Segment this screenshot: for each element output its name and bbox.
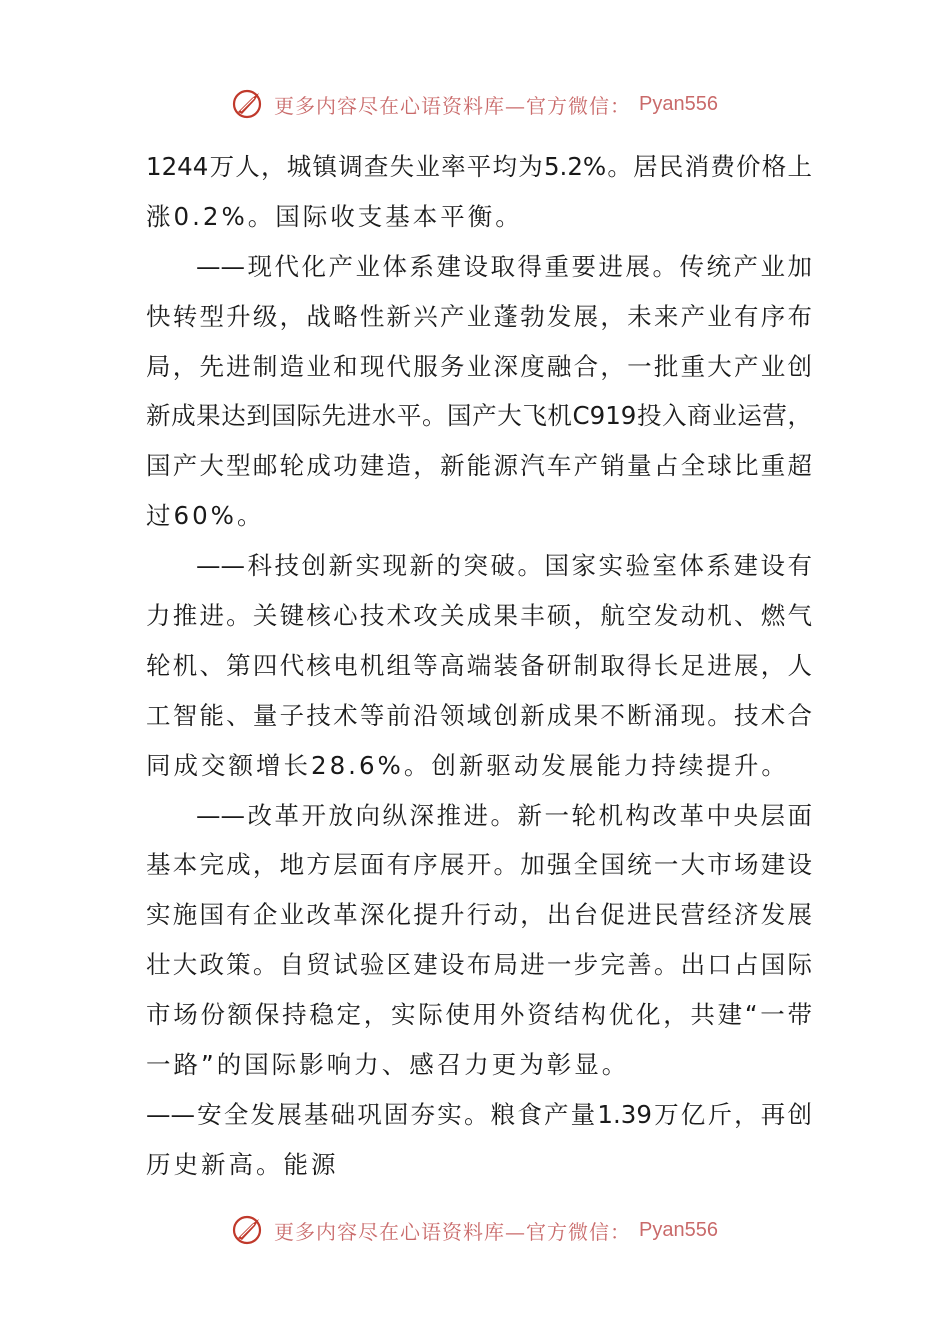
body-line: 基本完成，地方层面有序展开。加强全国统一大市场建设 [146,850,812,880]
body-line: 壮大政策。自贸试验区建设布局进一步完善。出口占国际 [146,950,812,980]
body-line: 国产大型邮轮成功建造，新能源汽车产销量占全球比重超 [146,451,812,481]
footer-banner-text: 更多内容尽在心语资料库—官方微信： [274,1219,632,1244]
body-line: 一路”的国际影响力、感召力更为彰显。 [146,1050,630,1080]
body-line: 工智能、量子技术等前沿领域创新成果不断涌现。技术合 [146,700,812,730]
body-line: 实施国有企业改革深化提升行动，出台促进民营经济发展 [146,900,812,930]
footer-wechat-id: Pyan556 [639,1218,718,1241]
body-line: 市场份额保持稳定，实际使用外资结构优化，共建“一带 [146,1000,812,1030]
header-wechat-id: Pyan556 [639,92,718,115]
footer-banner [0,1208,950,1252]
paragraph-heading-security: ——安全发展基础巩固夯实。粮食产量1.39万亿斤，再创 [146,1099,812,1129]
paragraph-heading-technology: ——科技创新实现新的突破。国家实验室体系建设有 [196,551,812,581]
header-banner [0,82,950,126]
body-line: 快转型升级，战略性新兴产业蓬勃发展，未来产业有序布 [146,301,812,331]
paragraph-heading-industry: ——现代化产业体系建设取得重要进展。传统产业加 [196,251,812,281]
paragraph-heading-reform: ——改革开放向纵深推进。新一轮机构改革中央层面 [196,800,812,830]
body-line: 新成果达到国际先进水平。国产大飞机C919投入商业运营， [146,401,812,431]
body-line: 1244万人，城镇调查失业率平均为5.2%。居民消费价格上 [146,152,812,181]
body-line: 过60%。 [146,501,265,531]
body-line: 涨0.2%。国际收支基本平衡。 [146,201,523,231]
document-body [146,142,812,1190]
body-line: 局，先进制造业和现代服务业深度融合，一批重大产业创 [146,351,812,381]
body-line: 轮机、第四代核电机组等高端装备研制取得长足进展，人 [146,650,812,680]
body-line: 同成交额增长28.6%。创新驱动发展能力持续提升。 [146,750,789,780]
body-line: 历史新高。能源 [146,1149,339,1179]
quill-pen-logo-icon [232,1213,266,1247]
header-banner-text: 更多内容尽在心语资料库—官方微信： [274,93,632,118]
quill-pen-logo-icon [232,87,266,121]
body-line: 力推进。关键核心技术攻关成果丰硕，航空发动机、燃气 [146,601,812,631]
